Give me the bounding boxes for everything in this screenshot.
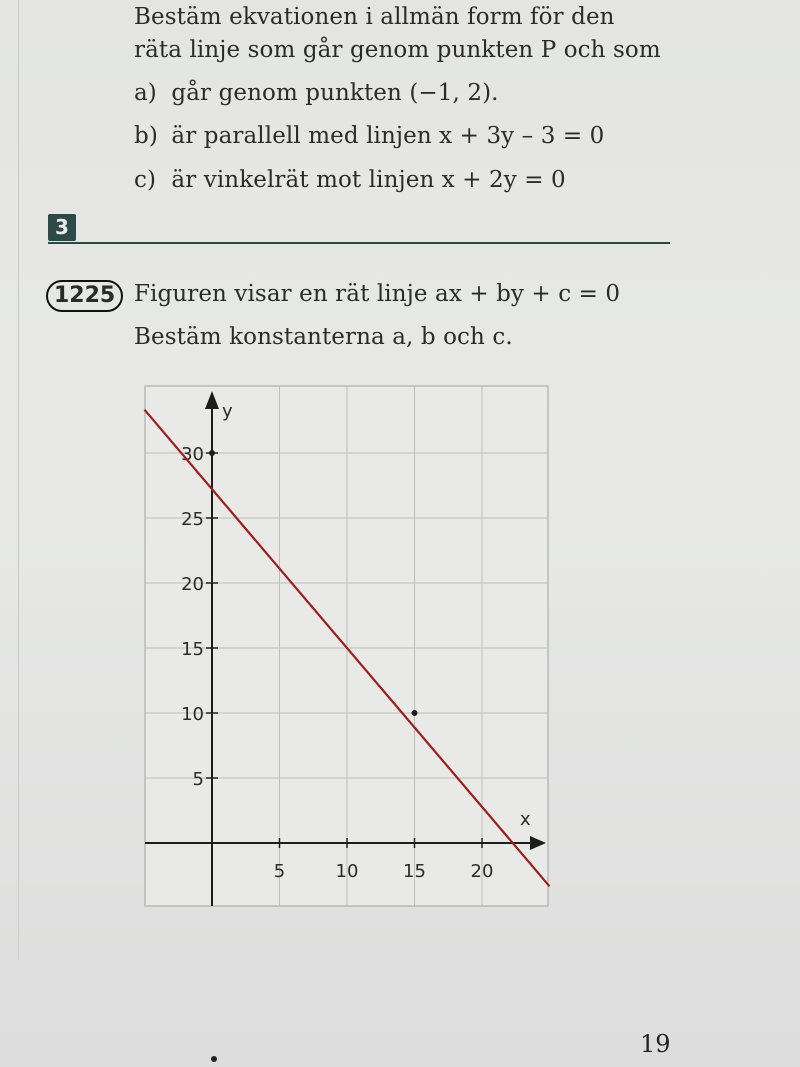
section-badge: 3 (48, 214, 76, 241)
data-point (412, 710, 418, 716)
y-tick-label: 5 (192, 769, 204, 790)
task-statement-line-1: Figuren visar en rät linje ax + by + c = 0 (134, 281, 621, 307)
task-statement-line-2: Bestäm konstanterna a, b och c. (134, 324, 513, 350)
y-tick-label: 20 (181, 574, 204, 595)
data-point (209, 450, 215, 456)
previous-task-line-1: Bestäm ekvationen i allmän form för den (134, 4, 615, 30)
x-tick-label: 10 (335, 861, 359, 882)
previous-task-line-2: räta linje som går genom punkten P och som (134, 37, 661, 63)
sub-item-text: går genom punkten (−1, 2). (171, 80, 499, 106)
sub-item-text: är parallell med linjen x + 3y – 3 = 0 (171, 123, 605, 149)
page-number: 19 (640, 1030, 671, 1058)
sub-item-label: c) (134, 167, 157, 193)
x-tick-label: 20 (470, 861, 494, 882)
ink-dot (211, 1056, 217, 1062)
y-tick-label: 30 (181, 444, 204, 465)
y-tick-label: 10 (181, 704, 204, 725)
task-number: 1225 (46, 280, 123, 312)
x-tick-label: 5 (273, 861, 286, 882)
sub-item-label: b) (134, 123, 158, 149)
sub-item-label: a) (134, 80, 157, 106)
y-tick-label: 25 (181, 509, 204, 530)
y-tick-label: 15 (181, 639, 204, 660)
x-tick-label: 15 (403, 861, 426, 882)
x-axis-label: x (520, 809, 531, 830)
sub-item-text: är vinkelrät mot linjen x + 2y = 0 (171, 167, 566, 193)
y-axis-label: y (222, 401, 233, 422)
